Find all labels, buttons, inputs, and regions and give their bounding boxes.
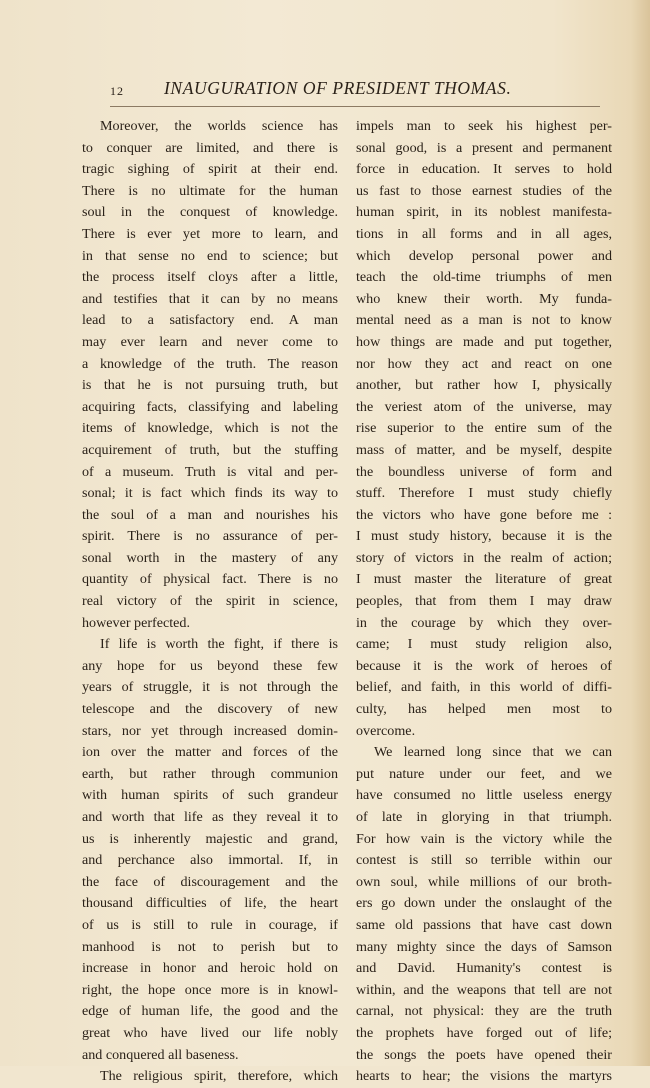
text-line: the veriest atom of the universe, may — [356, 398, 612, 415]
text-line: ion over the matter and forces of the — [82, 744, 338, 761]
text-line: same old passions that have cast down — [356, 916, 612, 933]
text-line: If life is worth the fight, if there is — [100, 636, 338, 653]
text-line: who knew their worth. My funda- — [356, 290, 612, 307]
text-line: and worth that life as they reveal it to — [82, 809, 338, 825]
text-line: the songs the poets have opened their — [356, 1046, 612, 1063]
text-line: ers go down under the onslaught of the — [356, 895, 612, 912]
text-line: another, but rather how I, physically — [356, 377, 612, 394]
text-line: belief, and faith, in this world of diffi- — [356, 679, 612, 696]
text-line: the prophets have forged out of life; — [356, 1024, 612, 1041]
text-line: the process itself cloys after a little, — [82, 269, 338, 286]
text-line: to conquer are limited, and there is — [82, 139, 338, 156]
text-line: thousand difficulties of life, the heart — [82, 895, 338, 912]
text-line: hearts to hear; the visions the martyrs — [356, 1068, 612, 1085]
text-line: increase in honor and heroic hold on — [82, 960, 338, 977]
text-line: put nature under our feet, and we — [356, 765, 612, 782]
text-line: right, the hope once more is in knowl- — [82, 981, 338, 998]
text-line: Moreover, the worlds science has — [100, 118, 338, 134]
text-line: the boundless universe of form and — [356, 463, 612, 480]
text-line: mass of matter, and be myself, despite — [356, 441, 612, 458]
running-head: INAUGURATION OF PRESIDENT THOMAS. — [164, 78, 512, 98]
text-line: years of struggle, it is not through the — [82, 679, 338, 696]
text-line: came; I must study religion also, — [356, 636, 612, 653]
text-line: There is no ultimate for the human — [82, 182, 338, 199]
text-line: which develop personal power and — [356, 247, 612, 264]
text-line: telescope and the discovery of new — [82, 701, 338, 718]
text-line: For how vain is the victory while the — [356, 830, 612, 847]
text-line: how things are made and put together, — [356, 333, 612, 350]
header-rule — [110, 106, 600, 107]
text-line: a knowledge of the truth. The reason — [82, 355, 338, 372]
text-line: the face of discouragement and the — [82, 873, 338, 890]
text-line: and perchance also immortal. If, in — [82, 852, 338, 869]
left-column — [82, 116, 338, 1088]
text-line: own soul, while millions of our broth- — [356, 873, 612, 890]
text-line: acquiring facts, classifying and labeling — [82, 398, 338, 415]
text-line: us fast to those earnest studies of the — [356, 182, 612, 199]
text-line: human spirit, in its noblest manifesta- — [356, 204, 612, 221]
text-line: culty, has helped men most to — [356, 701, 612, 718]
page-number: 12 — [110, 84, 124, 98]
text-line: great who have lived our life nobly — [82, 1024, 338, 1041]
text-line: within, and the weapons that tell are not — [356, 981, 612, 998]
text-line: manhood is not to perish but to — [82, 938, 338, 955]
text-line: any hope for us beyond these few — [82, 657, 338, 674]
text-line: There is ever yet more to learn, and — [82, 225, 338, 242]
text-line: acquirement of truth, but the stuffing — [82, 441, 338, 458]
text-line: We learned long since that we can — [374, 744, 612, 761]
text-line: force in education. It serves to hold — [356, 161, 612, 178]
text-line: contest is still so terrible within our — [356, 852, 612, 869]
text-line: in the courage by which they over- — [356, 614, 612, 631]
text-line: is that he is not pursuing truth, but — [82, 377, 338, 394]
text-line: mental need as a man is not to know — [356, 312, 612, 329]
text-line: quantity of physical fact. There is no — [82, 571, 338, 588]
text-line: with human spirits of such grandeur — [82, 787, 338, 804]
text-line: sonal; it is fact which finds its way to — [82, 485, 338, 502]
text-line: teach the old-time triumphs of men — [356, 269, 612, 286]
text-line: edge of human life, the good and the — [82, 1003, 338, 1020]
text-line: impels man to seek his highest per- — [356, 118, 612, 134]
text-line: the soul of a man and nourishes his — [82, 506, 338, 523]
text-line: the victors who have gone before me : — [356, 506, 612, 523]
text-line: earth, but rather through communion — [82, 765, 338, 782]
text-line: in that sense no end to science; but — [82, 247, 338, 264]
text-line: stuff. Therefore I must study chiefly — [356, 485, 612, 502]
text-line: tragic sighing of spirit at their end. — [82, 161, 338, 178]
page-header — [80, 78, 600, 104]
text-line: lead to a satisfactory end. A man — [82, 312, 338, 329]
text-line: of a museum. Truth is vital and per- — [82, 463, 338, 480]
text-line: carnal, not physical: they are the truth — [356, 1003, 612, 1020]
text-line: because it is the work of heroes of — [356, 657, 612, 674]
text-line: stars, nor yet through increased domin- — [82, 722, 338, 739]
text-line: may ever learn and never come to — [82, 333, 338, 350]
text-line: soul in the conquest of knowledge. — [82, 204, 338, 221]
right-column — [356, 116, 612, 1088]
text-line: overcome. — [356, 722, 416, 739]
text-line: nor how they act and react on one — [356, 355, 612, 372]
text-line: us is inherently majestic and grand, — [82, 830, 338, 847]
text-line: spirit. There is no assurance of per- — [82, 528, 338, 545]
text-line: sonal good, is a present and permanent — [356, 139, 612, 156]
text-line: of us is still to rule in courage, if — [82, 916, 338, 933]
text-line: and David. Humanity's contest is — [356, 960, 612, 977]
text-line: many mighty since the days of Samson — [356, 938, 612, 955]
text-line: and testifies that it can by no means — [82, 290, 338, 307]
text-line: items of knowledge, which is not the — [82, 420, 338, 437]
text-line: rise superior to the entire sum of the — [356, 420, 612, 437]
text-line: The religious spirit, therefore, which — [100, 1068, 338, 1085]
text-line: story of victors in the realm of action; — [356, 549, 612, 566]
text-line: I must master the literature of great — [356, 571, 612, 588]
text-line: and conquered all baseness. — [82, 1046, 239, 1063]
text-line: have consumed no little useless energy — [356, 787, 612, 804]
text-line: sonal worth in the mastery of any — [82, 549, 338, 566]
text-line: however perfected. — [82, 614, 190, 631]
text-line: of late in glorying in that triumph. — [356, 809, 612, 825]
text-line: peoples, that from them I may draw — [356, 593, 612, 610]
text-line: real victory of the spirit in science, — [82, 593, 338, 610]
text-line: tions in all forms and in all ages, — [356, 225, 612, 242]
text-line: I must study history, because it is the — [356, 528, 612, 545]
